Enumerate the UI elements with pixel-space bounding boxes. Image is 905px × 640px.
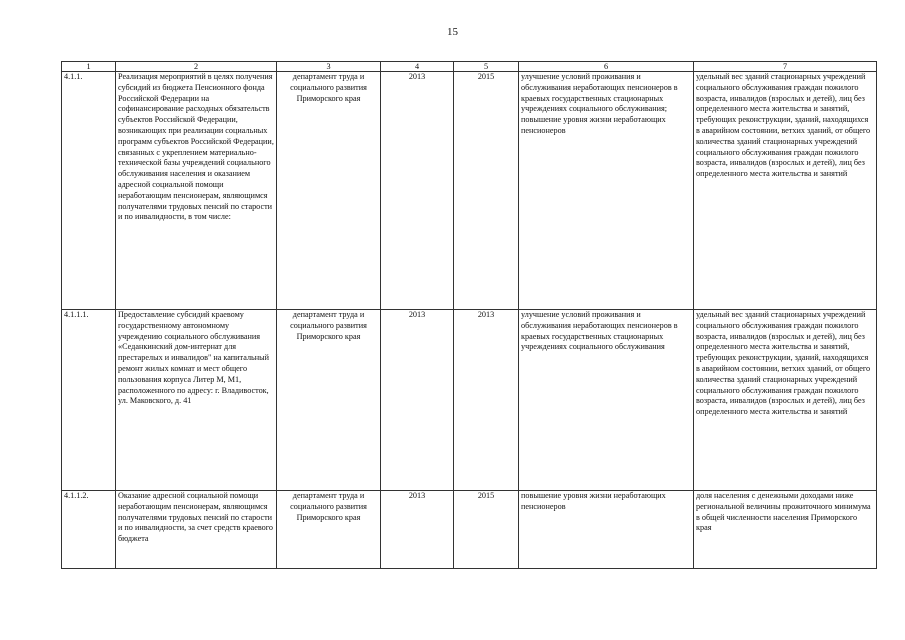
row-start-year: 2013: [381, 72, 454, 310]
row-indicator: удельный вес зданий стационарных учреждений социального обслуживания граждан пожилого возраста, инвалидов (взрослых и детей), лиц без определенного места жительства и занятий, требующих реконструкции, зданий, находящихся в аварийном состоянии, ветхих зданий, от общего количества зданий стационарных учреждений социального обслуживания граждан пожилого возраста, инвалидов (взрослых и детей), лиц без определенного места жительства и занятий: [694, 310, 877, 491]
row-executor: департамент труда и социального развития Приморского края: [277, 72, 381, 310]
page-number: 15: [447, 26, 458, 38]
row-result: повышение уровня жизни неработающих пенсионеров: [519, 491, 694, 569]
row-end-year: 2013: [454, 310, 519, 491]
header-cell-4: 4: [381, 62, 454, 72]
header-cell-5: 5: [454, 62, 519, 72]
header-cell-6: 6: [519, 62, 694, 72]
row-indicator: удельный вес зданий стационарных учреждений социального обслуживания граждан пожилого возраста, инвалидов (взрослых и детей), лиц без определенного места жительства и занятий, требующих реконструкции, зданий, находящихся в аварийном состоянии, ветхих зданий, от общего количества зданий стационарных учреждений социального обслуживания граждан пожилого возраста, инвалидов (взрослых и детей), лиц без определенного места жительства и занятий: [694, 72, 877, 310]
row-name: Предоставление субсидий краевому государственному автономному учреждению социального обслуживания «Седанкинский дом-интернат для престарелых и инвалидов" на капитальный ремонт жилых комнат и мест общего пользования корпуса Литер М, М1, расположенного по адресу: г. Владивосток, ул. Маковского, д. 41: [116, 310, 277, 491]
row-name: Оказание адресной социальной помощи неработающим пенсионерам, являющимся получателями трудовых пенсий по старости и по инвалидности, за счет средств краевого бюджета: [116, 491, 277, 569]
row-result: улучшение условий проживания и обслуживания неработающих пенсионеров в краевых государственных стационарных учреждениях социального обслуживания: [519, 310, 694, 491]
row-start-year: 2013: [381, 491, 454, 569]
row-indicator: доля населения с денежными доходами ниже региональной величины прожиточного минимума в общей численности населения Приморского края: [694, 491, 877, 569]
row-executor: департамент труда и социального развития Приморского края: [277, 491, 381, 569]
header-row: [62, 62, 877, 72]
program-table: [61, 61, 877, 569]
header-cell-7: 7: [694, 62, 877, 72]
row-result: улучшение условий проживания и обслуживания неработающих пенсионеров в краевых государственных стационарных учреждениях социального обслуживания; повышение уровня жизни неработающих пенсионеров: [519, 72, 694, 310]
header-cell-3: 3: [277, 62, 381, 72]
row-code: 4.1.1.1.: [62, 310, 116, 491]
row-name: Реализация мероприятий в целях получения субсидий из бюджета Пенсионного фонда Российской Федерации на софинансирование расходных обязательств субъектов Российской Федерации, возникающих при реализации социальных программ субъектов Российской Федерации, связанных с укреплением материально-технической базы учреждений социального обслуживания населения и оказанием адресной социальной помощи неработающим пенсионерам, являющимся получателями трудовых пенсий по старости и по инвалидности, в том числе:: [116, 72, 277, 310]
row-code: 4.1.1.2.: [62, 491, 116, 569]
row-end-year: 2015: [454, 491, 519, 569]
row-end-year: 2015: [454, 72, 519, 310]
row-executor: департамент труда и социального развития Приморского края: [277, 310, 381, 491]
table-row: [62, 491, 877, 569]
header-cell-1: 1: [62, 62, 116, 72]
table-row: [62, 72, 877, 310]
table-row: [62, 310, 877, 491]
row-start-year: 2013: [381, 310, 454, 491]
header-cell-2: 2: [116, 62, 277, 72]
row-code: 4.1.1.: [62, 72, 116, 310]
